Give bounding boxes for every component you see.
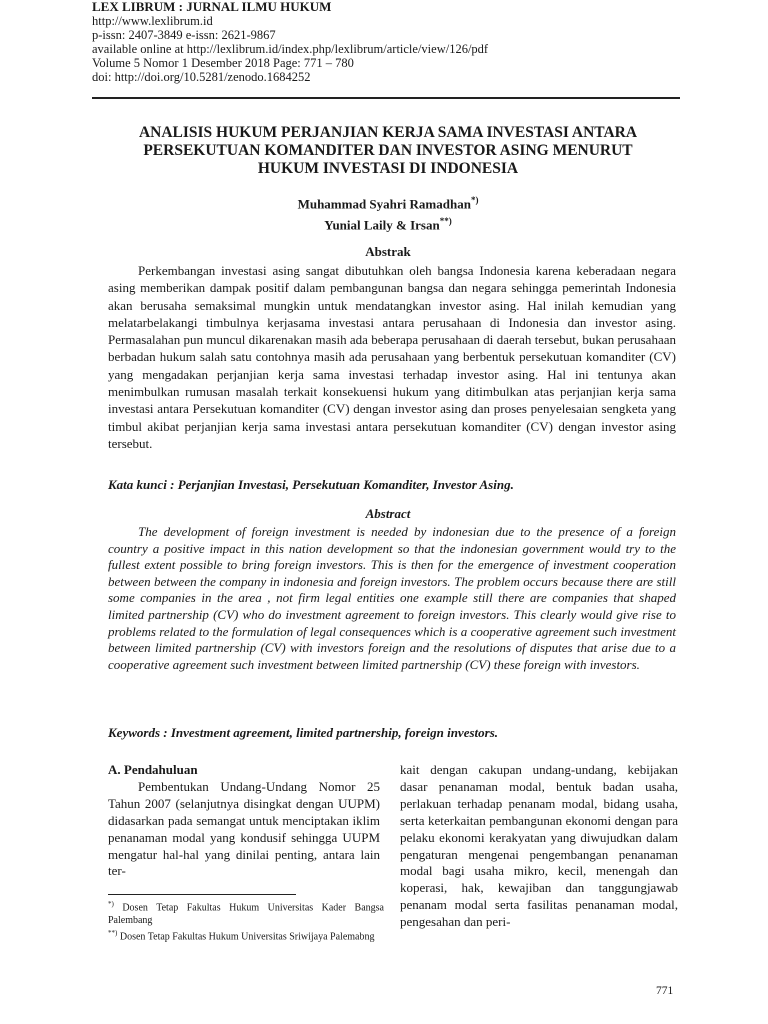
abstrak-heading: Abstrak bbox=[365, 244, 411, 259]
footnote-text: Dosen Tetap Fakultas Hukum Universitas Sriwijaya Palemabng bbox=[117, 931, 375, 943]
journal-header bbox=[92, 0, 682, 84]
intro-right-column bbox=[400, 762, 678, 931]
footnote bbox=[108, 927, 384, 944]
footnote-mark: *) bbox=[108, 900, 114, 908]
journal-url: http://www.lexlibrum.id bbox=[92, 14, 213, 28]
journal-name: LEX LIBRUM : JURNAL ILMU HUKUM bbox=[92, 0, 332, 14]
journal-issn: p-issn: 2407-3849 e-issn: 2621-9867 bbox=[92, 28, 276, 42]
author-name: Yunial Laily & Irsan bbox=[324, 217, 440, 233]
title-line: PERSEKUTUAN KOMANDITER DAN INVESTOR ASING MENURUT bbox=[143, 142, 633, 159]
article-title bbox=[96, 124, 680, 178]
doi: doi: http://doi.org/10.5281/zenodo.1684252 bbox=[92, 70, 311, 84]
author-name: Muhammad Syahri Ramadhan bbox=[297, 196, 471, 212]
volume-info: Volume 5 Nomor 1 Desember 2018 Page: 771 – 780 bbox=[92, 56, 354, 70]
author-mark: *) bbox=[470, 195, 479, 205]
section-heading: A. Pendahuluan bbox=[108, 762, 198, 777]
author-second bbox=[96, 216, 680, 233]
footnote-mark: **) bbox=[108, 929, 118, 938]
article-url: available online at http://lexlibrum.id/index.php/lexlibrum/article/view/126/pdf bbox=[92, 42, 489, 56]
title-line: HUKUM INVESTASI DI INDONESIA bbox=[257, 160, 519, 177]
abstract-heading: Abstract bbox=[365, 506, 411, 521]
intro-paragraph-right: kait dengan cakupan undang-undang, kebijakan dasar penanaman modal, bentuk badan usaha, perlakuan terhadap penanam modal, bidang usaha, serta keterkaitan pembangunan ekonomi dengan para pelaku ekonomi kerakyatan yang diwujudkan dalam pengaturan mengenai pengembangan penanaman modal bagi usaha mikro, kecil, menengah dan koperasi, hak, kewajiban dan tanggungjawab penanam modal serta fasilitas penanaman modal, pengesahan dan peri- bbox=[400, 762, 678, 930]
title-line: ANALISIS HUKUM PERJANJIAN KERJA SAMA INVESTASI ANTARA bbox=[138, 124, 638, 141]
intro-paragraph-left: Pembentukan Undang-Undang Nomor 25 Tahun 2007 (selanjutnya disingkat dengan UUPM) didasarkan pada semangat untuk menciptakan iklim penanaman modal yang kondusif sehingga UUPM mengatur hal-hal yang dinilai penting, antara lain ter- bbox=[108, 778, 380, 879]
footnote bbox=[108, 898, 384, 927]
footnote-rule bbox=[108, 894, 296, 895]
kata-kunci: Kata kunci : Perjanjian Investasi, Persekutuan Komanditer, Investor Asing. bbox=[108, 477, 514, 492]
intro-left-column bbox=[108, 762, 380, 880]
keywords: Keywords : Investment agreement, limited partnership, foreign investors. bbox=[108, 725, 499, 740]
header-rule bbox=[92, 97, 680, 99]
abstract-text: The development of foreign investment is needed by indonesian due to the presence of a foreign country a positive impact in this nation development so that the indonesian government would try to the fullest extent possible to bring foreign investors. This is then for the emergence of investment cooperation between between the company in indonesia and foreign investors. The problem occurs because there are still some companies in the area , not firm legal entities one example still there are companies that shaped limited partnership (CV) who do investment agreement to foreign investors. This clearly would give rise to problems related to the formulation of legal consequences which is a cooperative agreement such investment between limited partnership (CV) with investors foreign and the resolutions of disputes that arise due to a cooperative agreement such investment between limited partnership (CV) these foreign with investors. bbox=[108, 524, 676, 672]
author-first bbox=[96, 195, 680, 212]
abstrak-text: Perkembangan investasi asing sangat dibutuhkan oleh bangsa Indonesia karena keberadaan negara asing memberikan dampak positif dalam pembangunan bangsa dan negara sehingga pemerintah Indonesia akan berusaha semaksimal mungkin untuk mendatangkan investor asing. Hal inilah kemudian yang melatarbelakangi timbulnya kerjasama investasi antara perusahaan di Indonesia dan investor asing. Permasalahan pun muncul dikarenakan masih ada beberapa perusahaan di daerah tersebut, bukan perusahaan berbadan hukum salah satu contohnya masih ada perusahaan yang berbentuk persekutuan komanditer (CV) yang mengadakan perjanjian kerja sama investasi terhadap investor asing. Hal ini tentunya akan menimbulkan rumusan masalah terkait konsekuensi hukum yang ditimbulkan atas perjanjian kerja sama investasi antara Persekutuan komanditer (CV) dengan investor asing dan proses penyelesaian sengketa yang timbul akibat perjanjian kerja sama investasi antara persekutuan komanditer (CV) dengan investor asing tersebut. bbox=[108, 263, 676, 451]
page-number: 771 bbox=[656, 985, 674, 997]
footnote-text: Dosen Tetap Fakultas Hukum Universitas Kader Bangsa Palembang bbox=[108, 902, 384, 926]
footnotes bbox=[108, 898, 384, 944]
author-mark: **) bbox=[439, 216, 452, 226]
